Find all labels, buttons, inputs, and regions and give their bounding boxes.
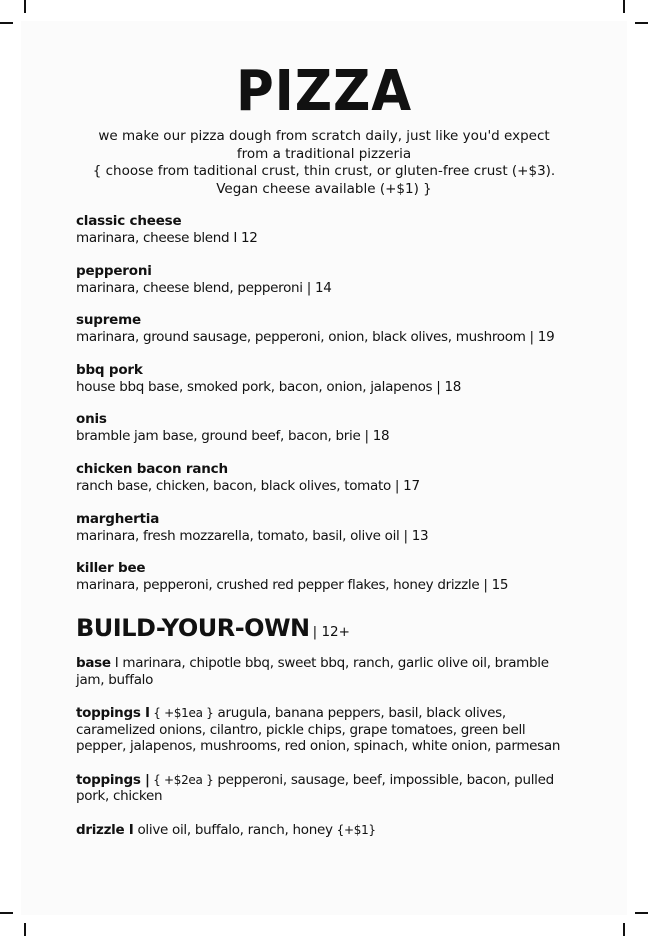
menu-item bbox=[76, 312, 586, 362]
intro-line: { choose from taditional crust, thin crust, or gluten-free crust (+$3). bbox=[92, 163, 556, 179]
menu-item bbox=[76, 461, 586, 511]
menu-item bbox=[76, 411, 586, 461]
crop-mark bbox=[623, 0, 625, 13]
option-toppings-2 bbox=[76, 772, 576, 805]
menu-item bbox=[76, 213, 586, 263]
item-name: chicken bacon ranch bbox=[76, 460, 228, 477]
option-price-note: { +$2ea } bbox=[149, 772, 214, 787]
item-description: house bbq base, smoked pork, bacon, onion, jalapenos | 18 bbox=[76, 378, 462, 395]
option-price-note: {+$1} bbox=[336, 822, 376, 837]
item-description: marinara, pepperoni, crushed red pepper flakes, honey drizzle | 15 bbox=[76, 577, 509, 594]
menu-item bbox=[76, 511, 586, 561]
item-name: bbq pork bbox=[76, 361, 143, 378]
item-description: ranch base, chicken, bacon, black olives, tomato | 17 bbox=[76, 477, 420, 494]
option-toppings-1 bbox=[76, 705, 576, 755]
item-name: classic cheese bbox=[76, 213, 182, 229]
option-label: drizzle I bbox=[76, 821, 134, 838]
item-description: marinara, fresh mozzarella, tomato, basil, olive oil | 13 bbox=[76, 527, 429, 544]
intro-line: we make our pizza dough from scratch daily, just like you'd expect bbox=[98, 128, 550, 144]
item-name: killer bee bbox=[76, 560, 146, 577]
intro-line: from a traditional pizzeria bbox=[236, 145, 412, 162]
crop-mark bbox=[635, 22, 648, 24]
intro-text bbox=[0, 128, 648, 198]
option-text: olive oil, buffalo, ranch, honey bbox=[133, 821, 337, 838]
item-name: onis bbox=[76, 411, 107, 428]
option-drizzle bbox=[76, 822, 576, 839]
menu-item bbox=[76, 362, 586, 412]
crop-mark bbox=[623, 923, 625, 936]
item-name: pepperoni bbox=[76, 262, 152, 279]
item-name: supreme bbox=[76, 312, 141, 329]
intro-line: Vegan cheese available (+$1) } bbox=[216, 180, 432, 197]
build-your-own-heading bbox=[76, 614, 350, 642]
crop-mark bbox=[24, 0, 26, 13]
menu-item bbox=[76, 560, 586, 610]
menu-item bbox=[76, 263, 586, 313]
build-your-own-options bbox=[76, 655, 576, 855]
option-label: toppings I bbox=[76, 705, 150, 721]
option-label: base bbox=[76, 655, 111, 671]
option-text: arugula, banana peppers, basil, black olives, caramelized onions, cilantro, pickle chips, grape tomatoes, green bell pepper, jalapenos, mushrooms, red onion, spinach, white onion, parmesan bbox=[76, 705, 561, 754]
pizza-list bbox=[76, 213, 586, 610]
option-label: toppings | bbox=[76, 771, 150, 788]
item-description: marinara, ground sausage, pepperoni, onion, black olives, mushroom | 19 bbox=[76, 329, 555, 346]
crop-mark bbox=[24, 923, 26, 936]
section-title: BUILD-YOUR-OWN bbox=[76, 614, 310, 642]
crop-mark bbox=[0, 22, 13, 24]
option-price-note: { +$1ea } bbox=[149, 706, 214, 720]
section-price: | 12+ bbox=[312, 624, 350, 640]
crop-mark bbox=[635, 912, 648, 914]
option-text: I marinara, chipotle bbq, sweet bbq, ranch, garlic olive oil, bramble jam, buffalo bbox=[76, 655, 549, 688]
option-base bbox=[76, 655, 576, 688]
page-title: PIZZA bbox=[235, 59, 413, 124]
option-text: pepperoni, sausage, beef, impossible, bacon, pulled pork, chicken bbox=[76, 771, 554, 804]
item-description: marinara, cheese blend I 12 bbox=[76, 230, 258, 246]
item-description: marinara, cheese blend, pepperoni | 14 bbox=[76, 279, 332, 296]
crop-mark bbox=[0, 912, 13, 914]
item-name: marghertia bbox=[76, 510, 160, 527]
item-description: bramble jam base, ground beef, bacon, brie | 18 bbox=[76, 428, 390, 445]
